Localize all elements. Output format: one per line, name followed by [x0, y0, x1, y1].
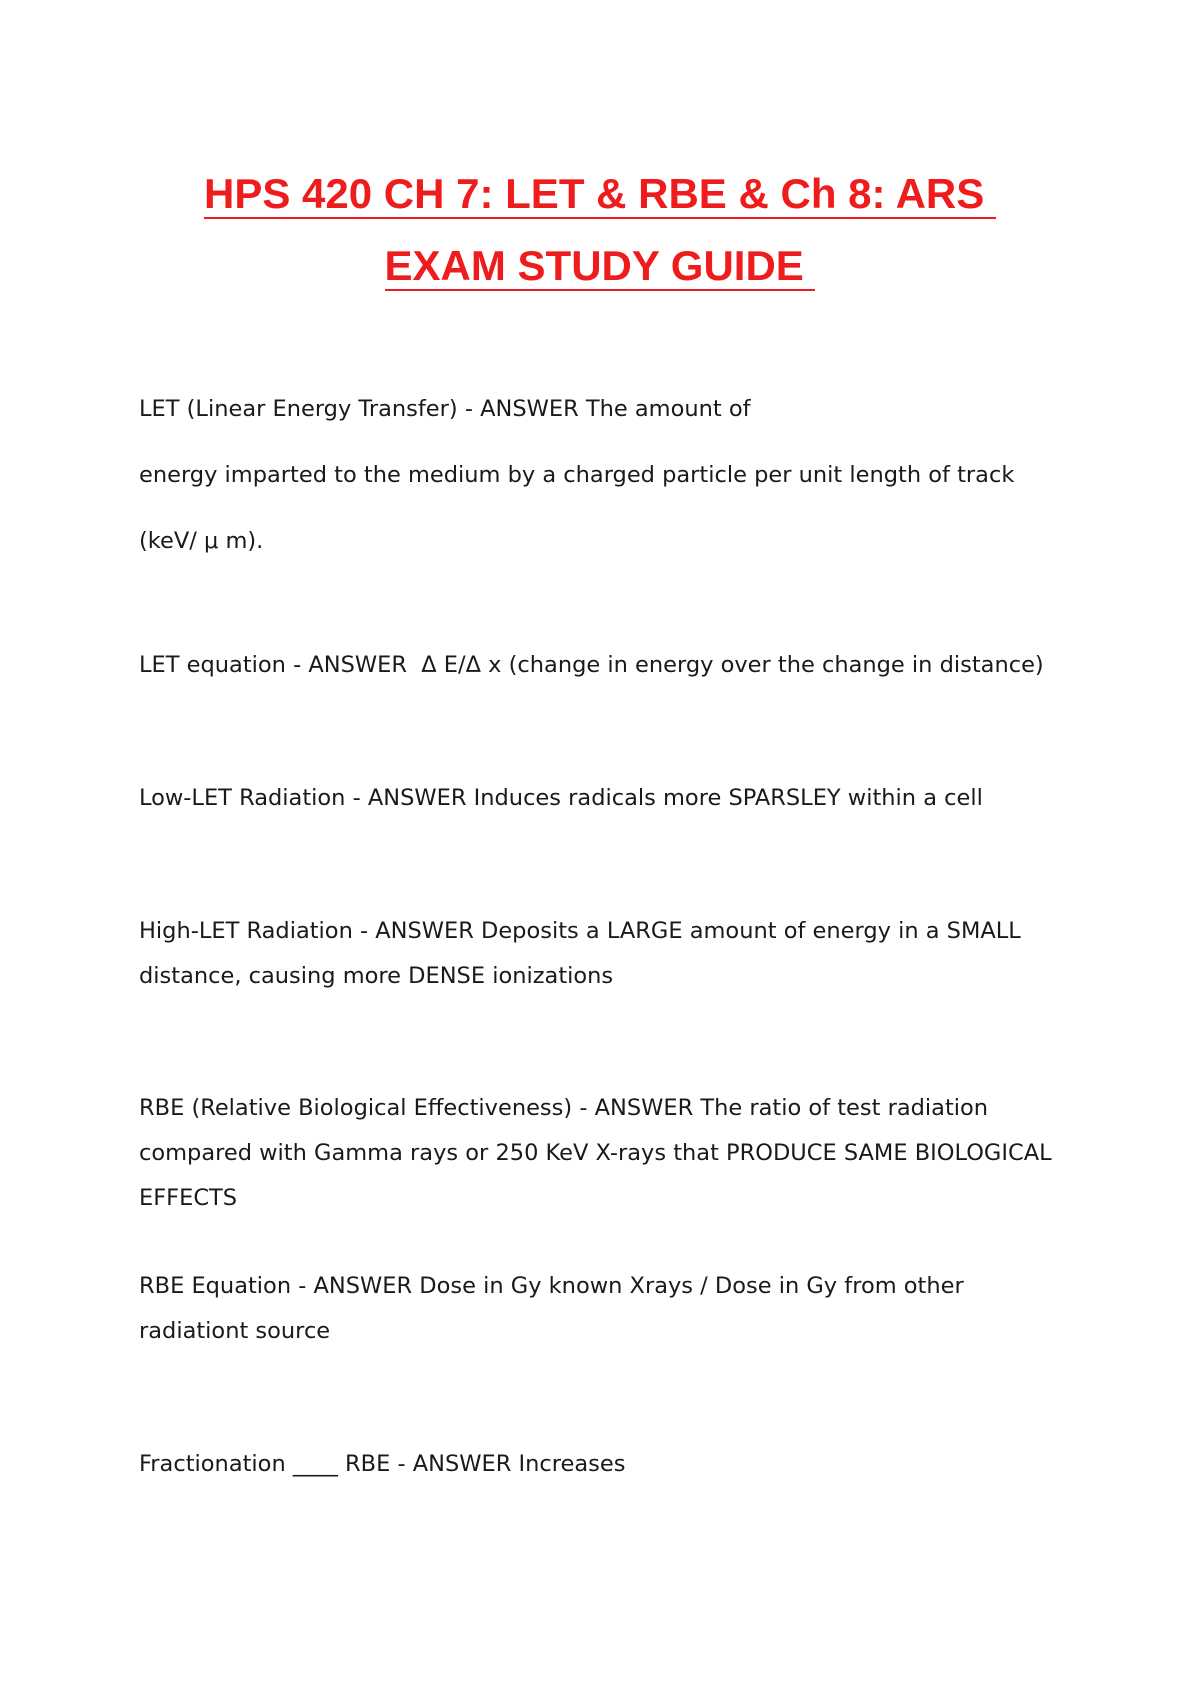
- entry-rbe-equation: [139, 1264, 1069, 1354]
- entry-answer-line: (keV/ μ m).: [139, 528, 264, 554]
- entry-fractionation: [139, 1442, 1069, 1487]
- entry-term: Fractionation ____ RBE: [139, 1451, 391, 1477]
- title-line-1: HPS 420 CH 7: LET & RBE & Ch 8: ARS: [204, 170, 996, 217]
- entry-answer: Increases: [518, 1451, 626, 1477]
- entry-answer: Deposits a LARGE amount of energy in a SMALL distance, causing more DENSE ionizations: [139, 918, 1021, 989]
- entry-rbe-definition: [139, 1086, 1069, 1221]
- answer-separator: - ANSWER: [285, 652, 422, 678]
- entry-answer: The ratio of test radiation compared with Gamma rays or 250 KeV X-rays that PRODUCE SAME BIOLOGICAL EFFECTS: [139, 1095, 1052, 1211]
- entry-term: RBE Equation: [139, 1273, 292, 1299]
- entry-let-equation: [139, 643, 1069, 688]
- entry-line: [139, 376, 1069, 442]
- answer-separator: - ANSWER: [457, 396, 586, 422]
- entry-term: Low-LET Radiation: [139, 785, 346, 811]
- answer-separator: - ANSWER: [345, 785, 474, 811]
- answer-separator: - ANSWER: [352, 918, 482, 944]
- entry-term: LET (Linear Energy Transfer): [139, 396, 458, 422]
- answer-separator: - ANSWER: [291, 1273, 420, 1299]
- entry-answer: Induces radicals more SPARSLEY within a cell: [473, 785, 983, 811]
- entry-term: RBE (Relative Biological Effectiveness): [139, 1095, 573, 1121]
- entry-term: High-LET Radiation: [139, 918, 353, 944]
- entry-answer: Dose in Gy known Xrays / Dose in Gy from other radiationt source: [139, 1273, 964, 1344]
- title-line-2: EXAM STUDY GUIDE: [384, 242, 816, 289]
- entry-low-let: [139, 776, 1069, 821]
- answer-separator: - ANSWER: [390, 1451, 519, 1477]
- entry-answer: The amount of: [585, 396, 751, 422]
- entry-answer: Δ E/Δ x (change in energy over the change in distance): [421, 652, 1044, 678]
- entry-high-let: [139, 909, 1069, 999]
- entry-term: LET equation: [139, 652, 286, 678]
- entry-answer-line: energy imparted to the medium by a charged particle per unit length of track: [139, 462, 1015, 488]
- answer-separator: - ANSWER: [572, 1095, 701, 1121]
- document-title: [0, 158, 1200, 302]
- entry-let-definition: [139, 376, 1069, 574]
